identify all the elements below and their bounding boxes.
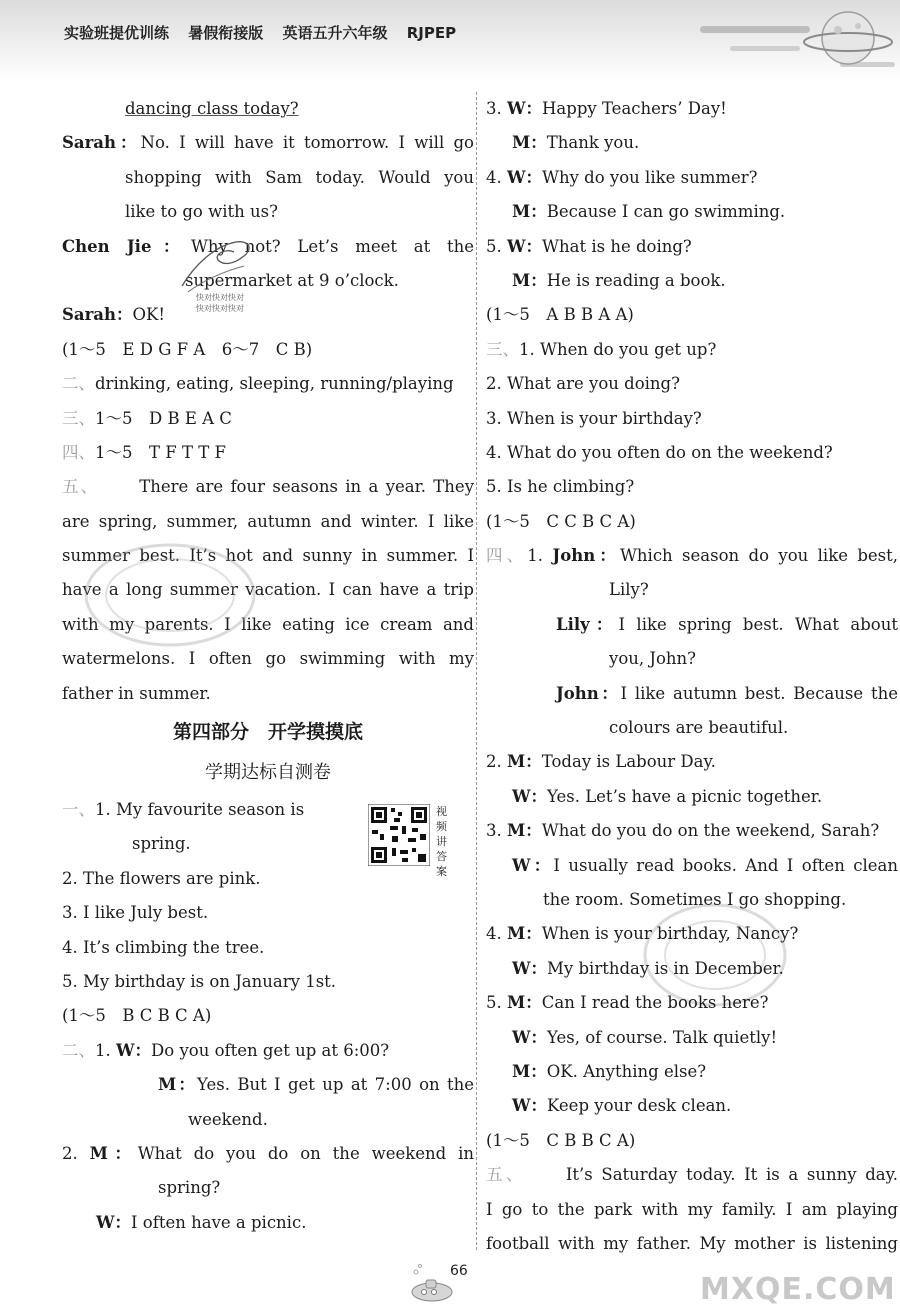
- qr-code-icon[interactable]: [368, 804, 430, 866]
- text-line: 3. W：Happy Teachers’ Day!: [486, 99, 727, 118]
- text-line: 四、1～5 T F T T F: [62, 442, 226, 462]
- text-line: you, John?: [609, 649, 697, 669]
- text-line: 4. M：When is your birthday, Nancy?: [486, 924, 799, 944]
- text-line: 5. My birthday is on January 1st.: [62, 971, 337, 991]
- text-line: 2. The flowers are pink.: [62, 868, 261, 888]
- text-line: Sarah：OK!: [62, 305, 165, 325]
- subject-name: 英语五升六年级: [282, 24, 388, 42]
- text-line: 3. M：What do you do on the weekend, Sarah?: [486, 821, 880, 841]
- header-title: [64, 22, 470, 43]
- stamp-watermark-icon: [80, 540, 260, 650]
- text-line: M：He is reading a book.: [512, 270, 726, 290]
- text-line: 二、drinking, eating, sleeping, running/playing: [62, 374, 454, 394]
- text-line: M：Thank you.: [512, 133, 640, 153]
- text-line: 4. W：Why do you like summer?: [486, 167, 758, 187]
- answer-key-line: (1～5 A B B A A): [486, 305, 634, 325]
- text-line: Sarah：No. I will have it tomorrow. I will go: [62, 133, 474, 153]
- text-line: 2. M：What do you do on the weekend in: [62, 1143, 475, 1163]
- text-line: 一、1. My favourite season is: [62, 800, 305, 820]
- text-line: W：Keep your desk clean.: [512, 1096, 732, 1116]
- answer-key-line: (1～5 C C B C A): [486, 511, 636, 531]
- text-line: 4. What do you often do on the weekend?: [486, 442, 833, 462]
- text-line: 3. I like July best.: [62, 903, 209, 923]
- text-line: W：My birthday is in December.: [512, 958, 784, 978]
- text-line: 4. It’s climbing the tree.: [62, 937, 265, 957]
- handwriting-scribble-icon: [174, 236, 264, 296]
- text-line: W：I often have a picnic.: [96, 1212, 307, 1232]
- section-title: 第四部分 开学摸摸底: [172, 721, 363, 744]
- text-line: 3. When is your birthday?: [486, 408, 702, 428]
- text-line: W：Yes, of course. Talk quietly!: [512, 1027, 778, 1047]
- right-column: [486, 92, 898, 1261]
- page-header: [0, 0, 900, 80]
- planet-decoration-icon: [700, 4, 895, 78]
- text-line: I go to the park with my family. I am playing: [486, 1199, 898, 1219]
- text-line: 五、 It’s Saturday today. It is a sunny day.: [486, 1165, 898, 1185]
- text-line: 五、 There are four seasons in a year. They: [62, 477, 475, 497]
- edition-name: 暑假衔接版: [188, 24, 264, 42]
- text-line: 四、1. John：Which season do you like best,: [486, 546, 899, 566]
- text-line: spring?: [158, 1178, 221, 1198]
- text-line: supermarket at 9 o’clock.: [185, 270, 399, 290]
- text-line: football with my father. My mother is listening: [486, 1233, 898, 1253]
- text-line: with my parents. I like eating ice cream and: [62, 614, 474, 634]
- qr-caption: 视频讲答案: [436, 805, 447, 878]
- answer-key-line: (1～5 E D G F A 6～7 C B): [62, 339, 313, 359]
- text-line: Chen Jie：Why not? Let’s meet at the: [62, 236, 474, 256]
- text-line: like to go with us?: [125, 202, 278, 222]
- scribble-note: 快对快对快对 快对快对快对: [196, 293, 244, 313]
- text-line: have a long summer vacation. I can have a trip: [62, 580, 474, 600]
- text-line: watermelons. I often go swimming with my: [62, 649, 474, 669]
- text-line: 5. M：Can I read the books here?: [486, 993, 769, 1013]
- text-line: 2. What are you doing?: [486, 374, 680, 394]
- answer-key-line: (1～5 C B B C A): [486, 1130, 636, 1150]
- text-line: W：I usually read books. And I often clean: [512, 855, 898, 875]
- text-line: M：Because I can go swimming.: [512, 202, 786, 222]
- text-line: dancing class today?: [125, 99, 299, 118]
- text-line: 三、1～5 D B E A C: [62, 408, 232, 428]
- page-number: 66: [450, 1263, 468, 1279]
- series-name: 实验班提优训练: [64, 24, 170, 42]
- text-line: spring.: [132, 834, 191, 854]
- text-line: 二、1. W：Do you often get up at 6:00?: [62, 1040, 390, 1060]
- answer-key-line: (1～5 B C B C A): [62, 1006, 212, 1026]
- text-line: the room. Sometimes I go shopping.: [543, 889, 847, 909]
- text-line: 三、1. When do you get up?: [486, 339, 717, 359]
- text-line: John：I like autumn best. Because the: [556, 683, 898, 703]
- text-line: W：Yes. Let’s have a picnic together.: [512, 786, 823, 806]
- text-line: M：Yes. But I get up at 7:00 on the: [158, 1075, 475, 1095]
- subsection-title: 学期达标自测卷: [205, 762, 331, 784]
- text-line: father in summer.: [62, 683, 211, 703]
- edition-code: RJPEP: [406, 24, 457, 42]
- text-line: weekend.: [188, 1109, 268, 1129]
- column-divider: [476, 92, 477, 1250]
- site-watermark: MXQE.COM: [700, 1272, 896, 1307]
- text-line: shopping with Sam today. Would you: [125, 167, 474, 187]
- qr-code-block[interactable]: [368, 804, 464, 878]
- text-line: colours are beautiful.: [609, 718, 789, 738]
- text-line: Lily：I like spring best. What about: [556, 614, 898, 634]
- text-line: 2. M：Today is Labour Day.: [486, 752, 716, 772]
- text-line: 5. W：What is he doing?: [486, 236, 692, 256]
- text-line: M：OK. Anything else?: [512, 1061, 707, 1081]
- text-line: summer best. It’s hot and sunny in summer. I: [62, 546, 474, 566]
- left-column: [62, 92, 474, 1240]
- text-line: are spring, summer, autumn and winter. I like: [62, 511, 474, 531]
- text-line: 5. Is he climbing?: [486, 477, 635, 497]
- text-line: Lily?: [609, 580, 649, 600]
